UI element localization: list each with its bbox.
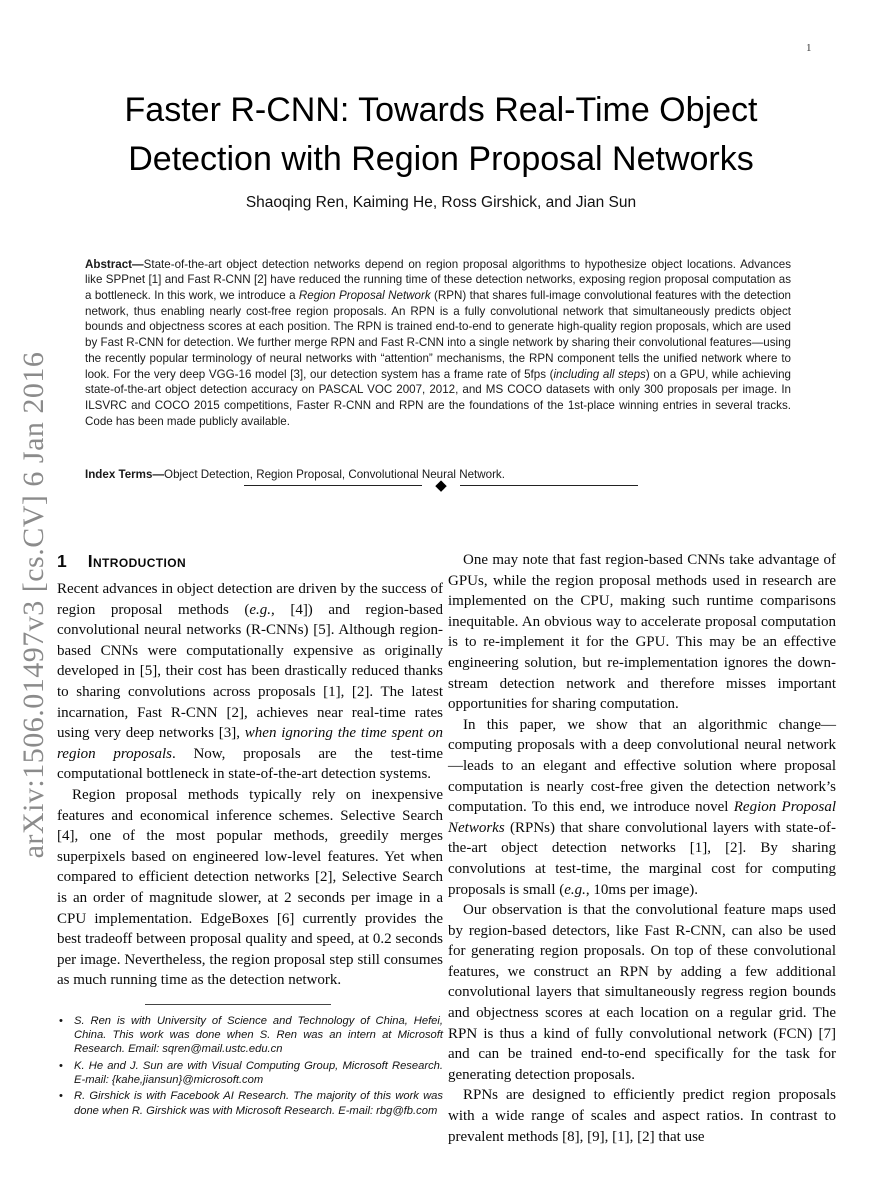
index-terms-text: Object Detection, Region Proposal, Convolutional Neural Network. [164, 467, 505, 481]
footnotes-list [57, 1014, 443, 1118]
footnote-item [57, 1089, 443, 1118]
intro-paragraph-2: Region proposal methods typically rely on inexpensive features and economical inference schemes. Selective Search [4], one of the most popular methods, greedily merges superpixels based on engineered low-level features. Yet when compared to efficient detection networks [2], Selective Search is an order of magnitude slower, at 2 seconds per image in a CPU implementation. EdgeBoxes [6] currently provides the best tradeoff between proposal quality and speed, at 0.2 seconds per image. Nevertheless, the region proposal step still consumes as much running time as the detection network. [57, 786, 443, 989]
bullet-icon: • [59, 1059, 63, 1072]
intro-paragraph-1: Recent advances in object detection are driven by the success of region proposal methods (e.g., [4]) and region-based convolutional neural networks (R-CNNs) [5]. Although region-based CNNs were computationally expensive as originally developed in [5], their cost has been drastically reduced thanks to sharing convolutions across proposals [1], [2]. The latest incarnation, Fast R-CNN [2], achieves near real-time rates using very deep networks [3], when ignoring the time spent on region proposals. Now, proposals are the test-time computational bottleneck in state-of-the-art detection systems. [57, 581, 444, 783]
section-heading [57, 550, 443, 572]
page-number: 1 [806, 42, 812, 54]
section-divider [0, 478, 882, 493]
left-column [57, 550, 443, 1120]
bullet-icon: • [59, 1014, 63, 1027]
footnote-text: S. Ren is with University of Science and Technology of China, Hefei, China. This work was done when S. Ren was an intern at Microsoft Research. Email: sqren@mail.ustc.edu.cn [74, 1014, 443, 1056]
body-paragraph-3: Our observation is that the convolutional feature maps used by region-based detectors, like Fast R-CNN, can also be used for generating region proposals. On top of these convolutional features, we construct an RPN by adding a few additional convolutional layers that simultaneously regress region bounds and objectness scores at each location on a regular grid. The RPN is thus a kind of fully convolutional network (FCN) [7] and can be trained end-to-end specifically for the task for generating detection proposals. [448, 902, 836, 1083]
body-paragraph-4: RPNs are designed to efficiently predict region proposals with a wide range of scales and aspect ratios. In contrast to prevalent methods [8], [9], [1], [2] that use [448, 1087, 836, 1145]
arxiv-watermark: arXiv:1506.01497v3 [cs.CV] 6 Jan 2016 [17, 351, 50, 859]
right-column [448, 550, 836, 1147]
footnote-rule [145, 1004, 331, 1005]
body-paragraph-2: In this paper, we show that an algorithmic change—computing proposals with a deep convolutional neural network—leads to an elegant and effective solution where proposal computation is nearly cost-free given the detection network’s computation. To this end, we introduce novel Region Proposal Networks (RPNs) that share convolutional layers with state-of-the-art object detection networks [1], [2]. By sharing convolutions at test-time, the marginal cost for computing proposals is small (e.g., 10ms per image). [448, 716, 837, 898]
index-terms-label: Index Terms— [85, 467, 165, 481]
bullet-icon: • [59, 1090, 63, 1103]
diamond-icon: ◆ [435, 477, 447, 494]
footnote-item [57, 1014, 443, 1057]
title-line-2: Detection with Region Proposal Networks [128, 140, 754, 178]
divider-line-right [460, 485, 638, 486]
paper-title [0, 86, 882, 184]
divider-line-left [244, 485, 422, 486]
authors-line: Shaoqing Ren, Kaiming He, Ross Girshick, and Jian Sun [245, 194, 637, 211]
footnote-text: K. He and J. Sun are with Visual Computing Group, Microsoft Research. E-mail: {kahe,jiansun}@microsoft.com [74, 1059, 443, 1087]
body-paragraph-1: One may note that fast region-based CNNs take advantage of GPUs, while the region proposal methods used in research are implemented on the CPU, making such runtime comparisons inequitable. An obvious way to accelerate proposal computation is to re-implement it for the GPU. This may be an effective engineering solution, but re-implementation ignores the down-stream detection network and therefore misses important opportunities for sharing computation. [448, 552, 836, 713]
title-line-1: Faster R-CNN: Towards Real-Time Object [124, 91, 758, 129]
section-number: 1 [57, 551, 67, 571]
abstract-section [85, 257, 791, 430]
footnote-text: R. Girshick is with Facebook AI Research. The majority of this work was done when R. Girshick was with Microsoft Research. E-mail: rbg@fb.com [74, 1090, 443, 1117]
abstract-text: State-of-the-art object detection networks depend on region proposal algorithms to hypothesize object locations. Advances like SPPnet [1] and Fast R-CNN [2] have reduced the running time of these detection networks, exposing region proposal computation as a bottleneck. In this work, we introduce a Region Proposal Network (RPN) that shares full-image convolutional features with the detection network, thus enabling nearly cost-free region proposals. An RPN is a fully convolutional network that simultaneously predicts object bounds and objectness scores at each position. The RPN is trained end-to-end to generate high-quality region proposals, which are used by Fast R-CNN for detection. We further merge RPN and Fast R-CNN into a single network by sharing their convolutional features—using the recently popular terminology of neural networks with “attention” mechanisms, the RPN component tells the unified network where to look. For the very deep VGG-16 model [3], our detection system has a frame rate of 5fps (including all steps) on a GPU, while achieving state-of-the-art object detection accuracy on PASCAL VOC 2007, 2012, and MS COCO datasets with only 300 proposals per image. In ILSVRC and COCO 2015 competitions, Faster R-CNN and RPN are the foundations of the 1st-place winning entries in several tracks. Code has been made publicly available. [85, 257, 791, 428]
footnote-item [57, 1059, 443, 1088]
abstract-label: Abstract— [85, 257, 144, 271]
section-title: Introduction [87, 551, 187, 571]
